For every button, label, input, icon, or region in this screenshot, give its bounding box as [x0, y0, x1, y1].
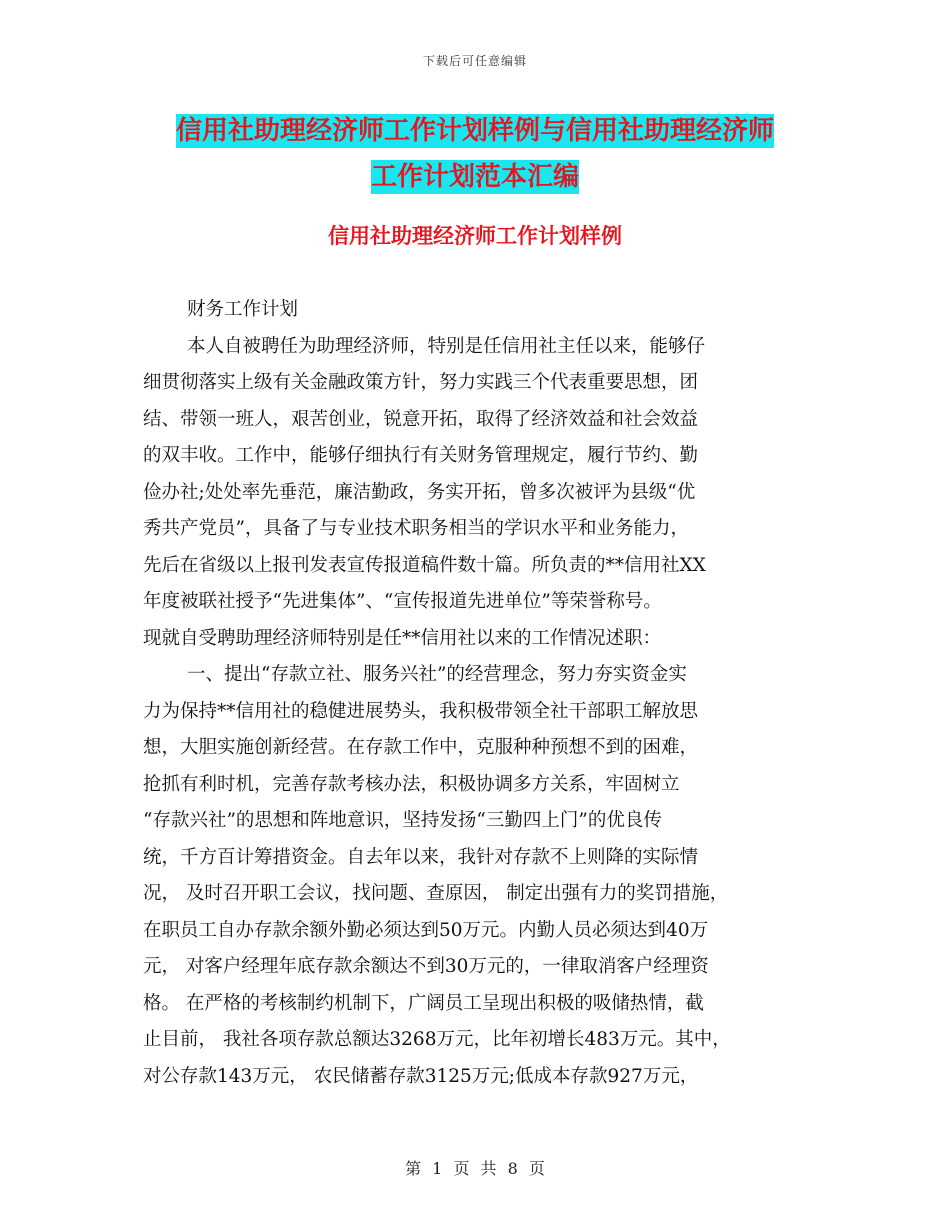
body-line: 止目前， 我社各项存款总额达3268万元，比年初增长483万元。其中， [143, 1029, 731, 1050]
body-line: 况， 及时召开职工会议，找问题、查原因， 制定出强有力的奖罚措施， [143, 883, 729, 904]
body-line: 细贯彻落实上级有关金融政策方针，努力实践三个代表重要思想，团 [143, 372, 699, 393]
body-line: 俭办社;处处率先垂范，廉洁勤政，务实开拓，曾多次被评为县级“优 [143, 481, 696, 503]
body-line: 本人自被聘任为助理经济师，特别是任信用社主任以来，能够仔 [187, 335, 706, 357]
title-line-2: 工作计划范本汇编 [370, 162, 579, 192]
body-line: 年度被联社授予“先进集体”、“宣传报道先进单位”等荣誉称号。 [143, 591, 662, 612]
title-line-1: 信用社助理经济师工作计划样例与信用社助理经济师 [175, 116, 774, 146]
body-line: 对公存款143万元， 农民储蓄存款3125万元;低成本存款927万元， [143, 1065, 699, 1087]
document-title [0, 108, 950, 200]
body-line: 一、提出“存款立社、服务兴社”的经营理念，努力夯实资金实 [187, 664, 687, 685]
body-line: 元， 对客户经理年底存款余额达不到30万元的，一律取消客户经理资 [143, 956, 709, 977]
body-line: 在职员工自办存款余额外勤必须达到50万元。内勤人员必须达到40万 [143, 919, 709, 941]
body-line: “存款兴社”的思想和阵地意识，坚持发扬“三勤四上门”的优良传 [143, 810, 662, 831]
section-title: 信用社助理经济师工作计划样例 [328, 224, 622, 248]
body-line: 秀共产党员”，具备了与专业技术职务相当的学识水平和业务能力， [143, 518, 689, 539]
body-line: 的双丰收。工作中，能够仔细执行有关财务管理规定，履行节约、勤 [143, 445, 699, 466]
page-number-footer: 第 1 页 共 8 页 [405, 1159, 545, 1178]
body-line: 统，千方百计筹措资金。自去年以来，我针对存款不上则降的实际情 [143, 846, 699, 868]
body-line: 先后在省级以上报刊发表宣传报道稿件数十篇。所负责的**信用社XX [143, 554, 706, 576]
header-note: 下载后可任意编辑 [422, 54, 527, 68]
body-line: 结、带领一班人，艰苦创业，锐意开拓，取得了经济效益和社会效益 [143, 408, 699, 430]
body-line: 格。 在严格的考核制约机制下，广阔员工呈现出积极的吸储热情，截 [143, 992, 704, 1014]
body-heading: 财务工作计划 [187, 299, 299, 320]
body-line: 抢抓有利时机，完善存款考核办法，积极协调多方关系，牢固树立 [143, 773, 680, 795]
body-line: 想，大胆实施创新经营。在存款工作中，克服种种预想不到的困难， [143, 737, 699, 758]
body-line: 现就自受聘助理经济师特别是任**信用社以来的工作情况述职： [143, 627, 662, 649]
body-line: 力为保持**信用社的稳健进展势头，我积极带领全社干部职工解放思 [143, 700, 699, 722]
document-body [143, 292, 815, 1095]
